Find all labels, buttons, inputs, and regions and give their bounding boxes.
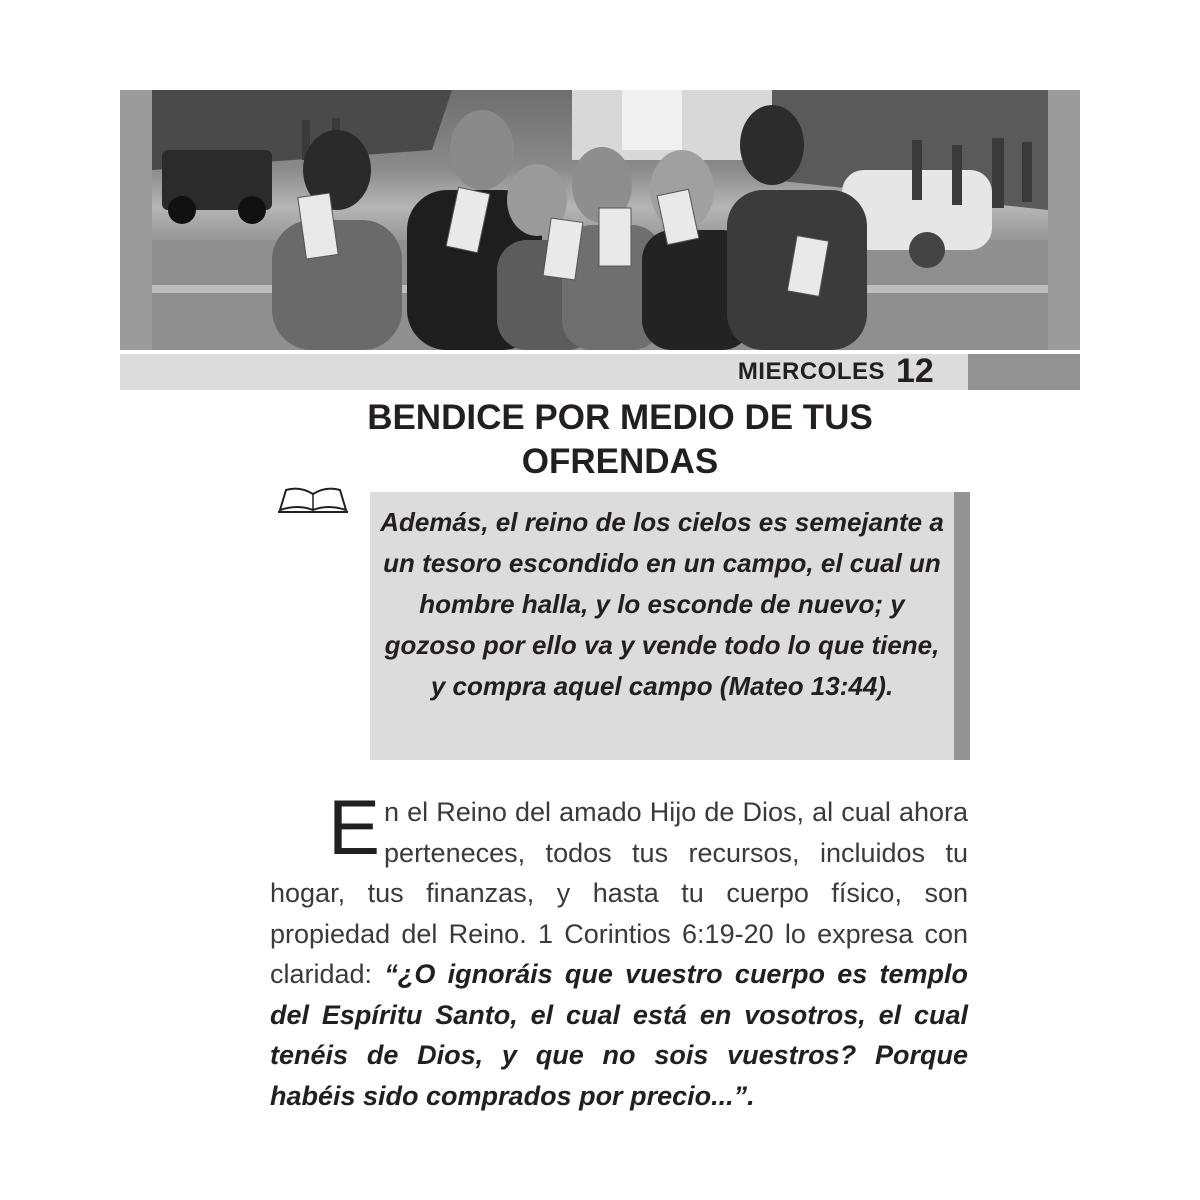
drop-cap: E	[328, 783, 381, 871]
body-paragraph	[270, 783, 969, 1116]
verse-text: Además, el reino de los cielos es semejante a un tesoro escondido en un campo, el cual un hombre halla, y lo esconde de nuevo; y gozoso por ello va y vende todo lo que tiene, y compra aquel campo (Mateo 13:44).	[380, 507, 944, 701]
date-bar	[120, 354, 1080, 390]
day-number: 12	[896, 352, 934, 390]
verse-box-edge	[954, 492, 970, 760]
open-book-icon	[276, 484, 350, 514]
verse-box	[370, 492, 954, 760]
date-bar-accent	[968, 354, 1080, 390]
body-text: n el Reino del amado Hijo de Dios, al cual ahora perteneces, todos tus recursos, incluidos tu hogar, tus finanzas, y hasta tu cuerpo físico, son propiedad del Reino. 1 Corintios 6:19-20 lo expresa con claridad:	[270, 797, 968, 989]
body-quote: “¿O ignoráis que vuestro cuerpo es templo del Espíritu Santo, el cual está en vosotros, el cual tenéis de Dios, y que no sois vuestros? Porque habéis sido comprados por precio...”.	[270, 959, 969, 1111]
day-label: MIERCOLES	[737, 358, 885, 385]
header-photo	[152, 90, 1048, 350]
page-title: BENDICE POR MEDIO DE TUS OFRENDAS	[367, 398, 873, 481]
